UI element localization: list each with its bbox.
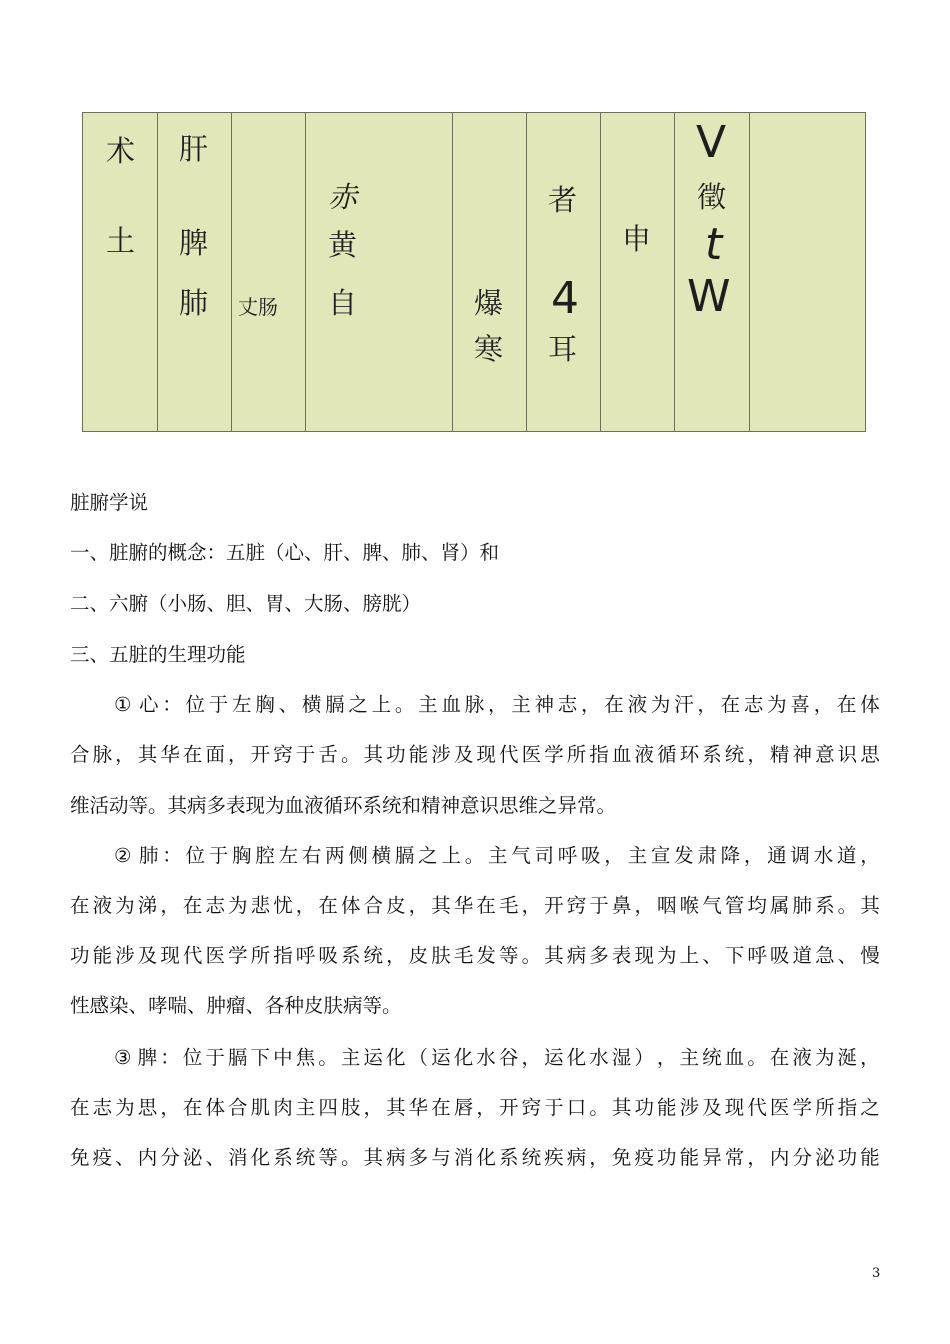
table-cell: 肝: [179, 132, 209, 166]
table-cell: 肺: [179, 286, 209, 320]
section-heading: 脏腑学说: [70, 491, 149, 514]
list-item: 三、五脏的生理功能: [70, 643, 246, 666]
paragraph-line: ③ 脾 ： 位 于 膈 下 中 焦 。 主 运 化 （ 运 化 水 谷 ， 运 化 水 湿 ） ， 主 统 血 。 在 液 为 涎 ，: [114, 1046, 880, 1069]
table-column-1: [83, 113, 158, 431]
paragraph-line: 免 疫 、 内 分 泌 、 消 化 系 统 等 。 其 病 多 与 消 化 系 统 疾 病 ， 免 疫 功 能 异 常 ， 内 分 泌 功 能: [70, 1146, 880, 1169]
list-item: 一、脏腑的概念：五脏（心、肝、脾、肺、肾）和: [70, 541, 500, 564]
paragraph-line: 在 液 为 涕 ， 在 志 为 悲 忧 ， 在 体 合 皮 ， 其 华 在 毛 ， 开 窍 于 鼻 ， 咽 喉 气 管 均 属 肺 系 。 其: [70, 894, 880, 917]
table-cell: 自: [328, 286, 358, 320]
paragraph-line: 功 能 涉 及 现 代 医 学 所 指 呼 吸 系 统 ， 皮 肤 毛 发 等 。 其 病 多 表 现 为 上 、 下 呼 吸 道 急 、 慢: [70, 944, 880, 967]
table-column-7: [601, 113, 675, 431]
table-cell: 土: [106, 224, 136, 258]
table-cell: V: [696, 117, 727, 168]
table-column-9: [750, 113, 867, 431]
page-number: 3: [872, 1266, 881, 1281]
table-cell: 术: [106, 134, 136, 168]
table-cell: 申: [622, 222, 652, 256]
table-cell: 徵: [697, 180, 727, 214]
paragraph-line: ② 肺 ： 位 于 胸 腔 左 右 两 侧 横 膈 之 上 。 主 气 司 呼 吸 ， 主 宣 发 肃 降 ， 通 调 水 道 ，: [114, 844, 880, 867]
table-column-8: [675, 113, 750, 431]
table-cell: 赤: [328, 180, 358, 214]
table-column-6: [527, 113, 601, 431]
paragraph-line: ① 心 ： 位 于 左 胸 、 横 膈 之 上 。 主 血 脉 ， 主 神 志 ， 在 液 为 汗 ， 在 志 为 喜 ， 在 体: [114, 693, 880, 716]
table-column-3: [232, 113, 306, 431]
list-item: 二、六腑（小肠、胆、胃、大肠、膀胱）: [70, 592, 422, 615]
table-cell: t: [705, 219, 723, 270]
table-cell: W: [687, 271, 731, 322]
table-cell: 4: [551, 273, 579, 324]
five-elements-table: [82, 112, 866, 432]
paragraph-line: 合 脉 ， 其 华 在 面 ， 开 窍 于 舌 。 其 功 能 涉 及 现 代 医 学 所 指 血 液 循 环 系 统 ， 精 神 意 识 思: [70, 743, 880, 766]
table-cell: 丈肠: [238, 295, 278, 319]
table-column-2: [158, 113, 232, 431]
table-column-4: [306, 113, 453, 431]
table-cell: 黄: [328, 228, 358, 262]
table-column-5: [453, 113, 527, 431]
paragraph-line: 维活动等。其病多表现为血液循环系统和精神意识思维之异常。: [70, 794, 617, 817]
paragraph-line: 在 志 为 思 ， 在 体 合 肌 肉 主 四 肢 ， 其 华 在 唇 ， 开 窍 于 口 。 其 功 能 涉 及 现 代 医 学 所 指 之: [70, 1096, 880, 1119]
paragraph-line: 性感染、哮喘、肿瘤、各种皮肤病等。: [70, 994, 402, 1017]
table-cell: 寒: [474, 332, 504, 366]
table-cell: 脾: [179, 226, 209, 260]
table-cell: 爆: [474, 286, 504, 320]
table-cell: 耳: [548, 332, 578, 366]
table-cell: 者: [548, 183, 578, 217]
